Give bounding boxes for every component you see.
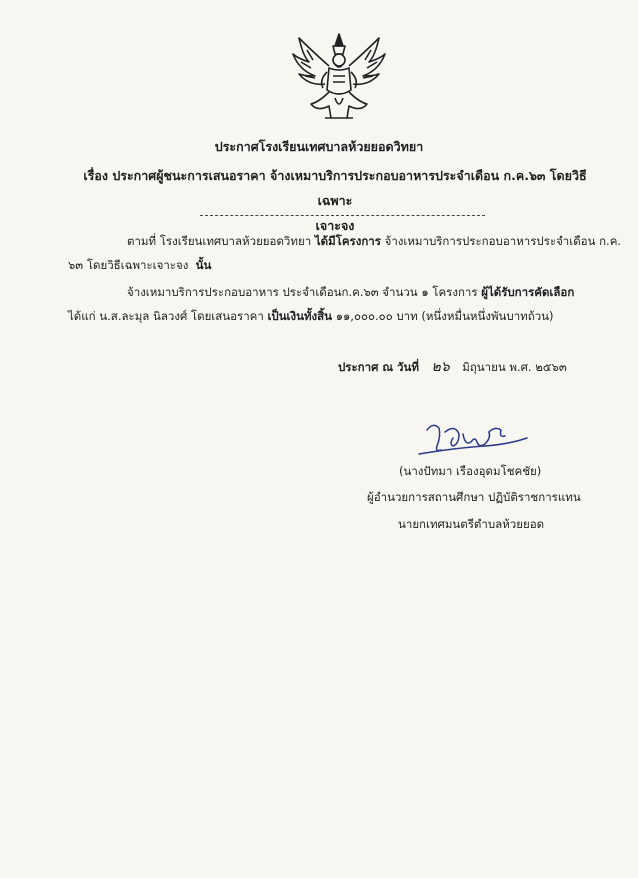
signature-image	[415, 420, 530, 462]
announce-date-line	[338, 356, 567, 378]
p1-text-b: ได้มีโครงการ	[314, 234, 381, 248]
subject-line-1: เรื่อง ประกาศผู้ชนะการเสนอราคา จ้างเหมาบริการประกอบอาหารประจำเดือน ก.ค.๖๓ โดยวิธีเฉพาะ	[83, 168, 587, 208]
subject-line-2: เจาะจง	[315, 218, 355, 233]
p1-end-text: นั้น	[195, 258, 212, 272]
p2-text-a: จ้างเหมาบริการประกอบอาหาร ประจำเดือนก.ค.๖๓ จำนวน ๑ โครงการ	[127, 285, 478, 299]
signatory-name: (นางปัทมา เรืองอุดมโชคชัย)	[399, 464, 542, 478]
p2-line2-text-a: ได้แก่ น.ส.ละมุล นิลวงศ์ โดยเสนอราคา	[68, 309, 264, 323]
p1-line2-text: ๖๓ โดยวิธีเฉพาะเจาะจง	[68, 258, 189, 272]
p1-text-a: ตามที่ โรงเรียนเทศบาลห้วยยอดวิทยา	[127, 234, 312, 248]
garuda-emblem-icon	[289, 32, 389, 124]
announce-day: ๒๖	[431, 359, 450, 375]
document-subject	[75, 163, 595, 238]
paragraph-2-line-2	[68, 308, 554, 326]
section-divider	[200, 215, 485, 216]
signatory-position-2: นายกเทศมนตรีตำบลห้วยยอด	[398, 517, 545, 531]
announce-month-year: มิถุนายน พ.ศ. ๒๕๖๓	[462, 360, 567, 374]
paragraph-1-line-1	[127, 233, 621, 251]
p1-text-c: จ้างเหมาบริการประกอบอาหารประจำเดือน ก.ค.	[384, 234, 622, 248]
announce-prefix: ประกาศ ณ วันที่	[338, 360, 419, 374]
paragraph-2-line-1	[127, 284, 574, 302]
p2-line2-text-b: เป็นเงินทั้งสิ้น	[267, 309, 333, 323]
signatory-position-1: ผู้อำนวยการสถานศึกษา ปฏิบัติราชการแทน	[367, 490, 581, 504]
paragraph-1-line-2	[68, 257, 211, 275]
p2-line2-text-c: ๑๑,๐๐๐.๐๐ บาท (หนึ่งหมื่นหนึ่งพันบาทถ้วน)	[335, 309, 554, 323]
p2-text-b: ผู้ได้รับการคัดเลือก	[481, 285, 575, 299]
document-title: ประกาศโรงเรียนเทศบาลห้วยยอดวิทยา	[214, 139, 424, 154]
